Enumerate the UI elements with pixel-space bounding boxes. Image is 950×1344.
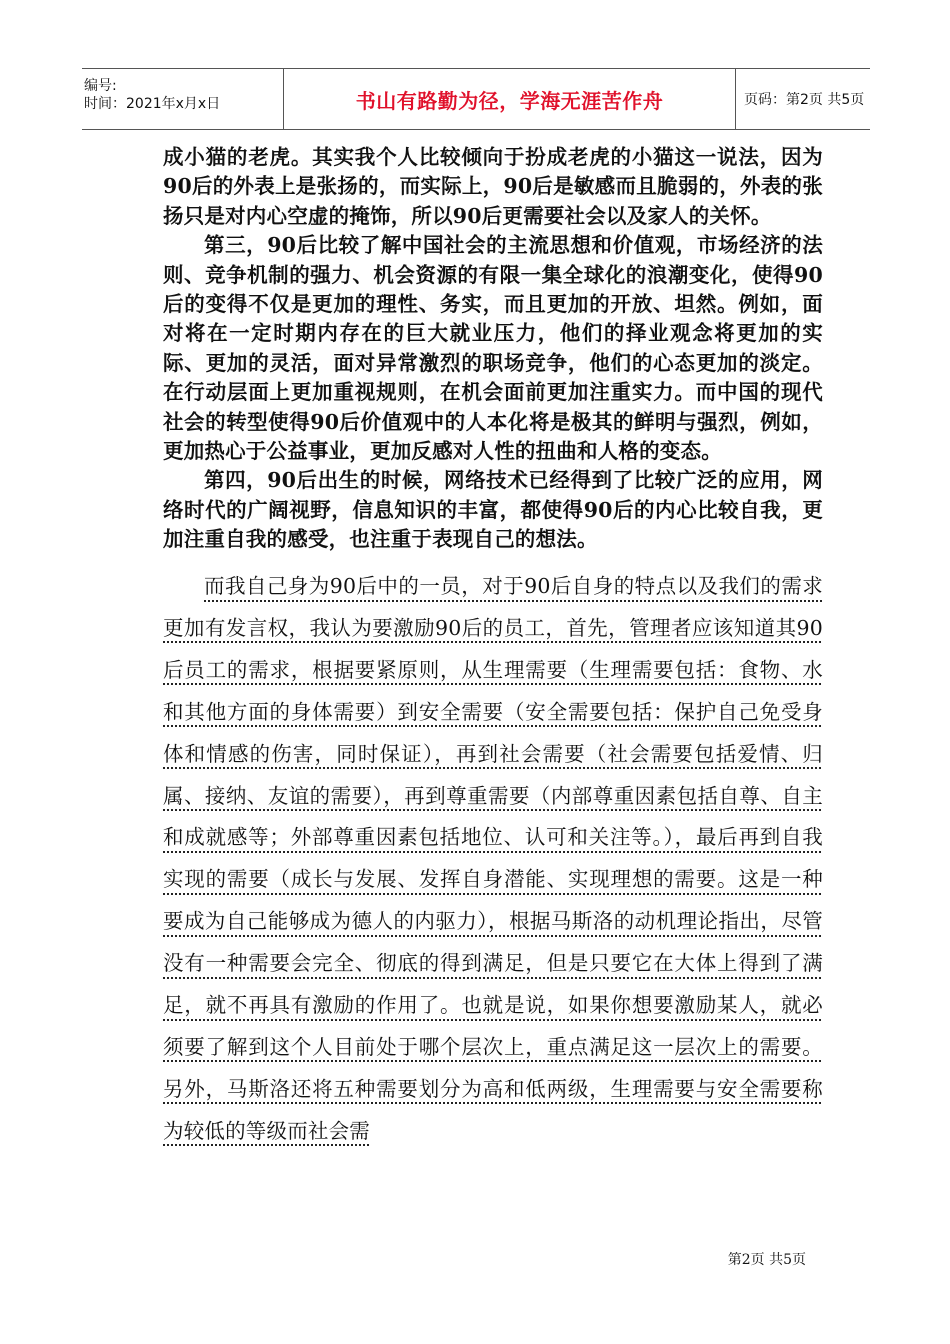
header-meta (82, 69, 284, 129)
header-page-number: 页码：第2页 共5页 (744, 92, 865, 108)
body-section-1 (163, 143, 823, 555)
paragraph-third-point: 第三，90后比较了解中国社会的主流思想和价值观，市场经济的法则、竞争机制的强力、机会资源的有限一集全球化的浪潮变化，使得90后的变得不仅是更加的理性、务实，而且更加的开放、坦然。例如，面对将在一定时期内存在的巨大就业压力，他们的择业观念将更加的实际、更加的灵活，面对异常激烈的职场竞争，他们的心态更加的淡定。在行动层面上更加重视规则，在机会面前更加注重实力。而中国的现代社会的转型使得90后价值观中的人本化将是极其的鲜明与强烈，例如，更加热心于公益事业，更加反感对人性的扭曲和人格的变态。 (163, 233, 823, 464)
page-header (82, 68, 870, 130)
paragraph-needs-text: 而我自己身为90后中的一员，对于90后自身的特点以及我们的需求更加有发言权，我认为要激励90后的员工，首先，管理者应该知道其90后员工的需求，根据要紧原则，从生理需要（生理需要包括：食物、水和其他方面的身体需要）到安全需要（安全需要包括：保护自己免受身体和情感的伤害，同时保证），再到社会需要（社会需要包括爱情、归属、接纳、友谊的需要），再到尊重需要（内部尊重因素包括自尊、自主和成就感等；外部尊重因素包括地位、认可和关注等。），最后再到自我实现的需要（成长与发展、发挥自身潜能、实现理想的需要。这是一种要成为自己能够成为德人的内驱力），根据马斯洛的动机理论指出，尽管没有一种需要会完全、彻底的得到满足，但是只要它在大体上得到了满足，就不再具有激励的作用了。也就是说，如果你想要激励某人，就必须要了解到这个人目前处于哪个层次上，重点满足这一层次上的需要。另外，马斯洛还将五种需要划分为高和低两级，生理需要与安全需要称为较低的等级而社会需 (163, 574, 823, 1143)
page-footer: 第2页 共5页 (727, 1252, 806, 1268)
header-motto-cell (284, 69, 736, 129)
document-number-label: 编号: (84, 78, 117, 94)
body-section-2 (163, 566, 823, 1153)
paragraph-needs (163, 566, 823, 1153)
document-time-label: 时间：2021年x月x日 (84, 96, 221, 112)
paragraph-fourth-point: 第四，90后出生的时候，网络技术已经得到了比较广泛的应用，网络时代的广阔视野，信息知识的丰富，都使得90后的内心比较自我，更加注重自我的感受，也注重于表现自己的想法。 (163, 468, 823, 552)
header-motto: 书山有路勤为径，学海无涯苦作舟 (355, 88, 664, 113)
paragraph-continuation: 成小猫的老虎。其实我个人比较倾向于扮成老虎的小猫这一说法，因为90后的外表上是张扬的，而实际上，90后是敏感而且脆弱的，外表的张扬只是对内心空虚的掩饰，所以90后更需要社会以及家人的关怀。 (163, 145, 823, 228)
